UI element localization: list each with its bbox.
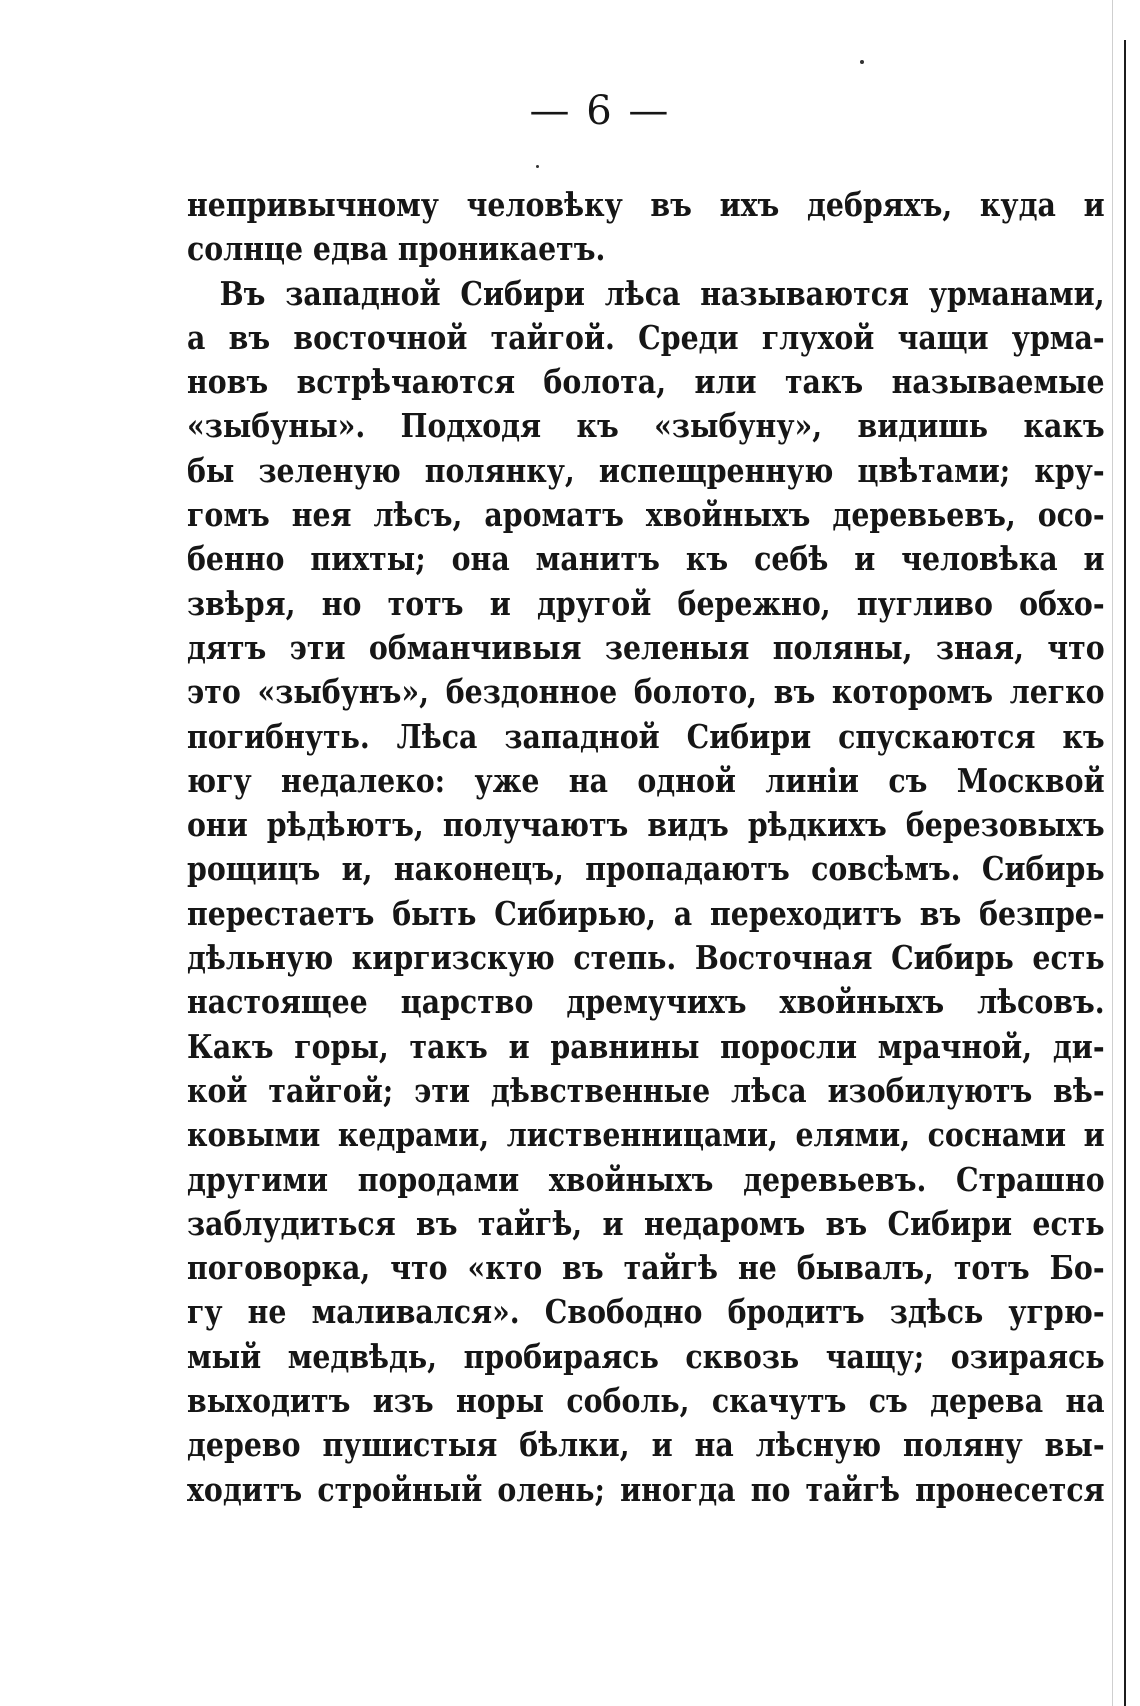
text-line: кой тайгой; эти дѣвственные лѣса изобилуютъ вѣ-	[187, 1070, 1105, 1110]
print-speck	[860, 60, 864, 64]
text-line: непривычному человѣку въ ихъ дебряхъ, куда и	[187, 185, 1105, 224]
page-number: — 6 —	[529, 88, 671, 134]
text-line: погибнуть. Лѣса западной Сибири спускаются къ	[187, 716, 1105, 756]
text-line: новъ встрѣчаются болота, или такъ называемые	[187, 362, 1105, 402]
text-line: гомъ нея лѣсъ, ароматъ хвойныхъ деревьевъ, осо-	[187, 495, 1105, 535]
print-speck	[536, 165, 539, 168]
text-line: дерево пушистыя бѣлки, и на лѣсную поляну вы-	[187, 1425, 1105, 1465]
text-line: гу не маливался». Свободно бродитъ здѣсь угрю-	[187, 1292, 1105, 1332]
text-line: рощицъ и, наконецъ, пропадаютъ совсѣмъ. Сибирь	[187, 849, 1105, 889]
text-line: Какъ горы, такъ и равнины поросли мрачной, ди-	[187, 1026, 1105, 1066]
page-edge-shadow	[1112, 0, 1113, 1706]
text-line: выходитъ изъ норы соболь, скачутъ съ дерева на	[187, 1381, 1105, 1421]
text-line: это «зыбунъ», бездонное болото, въ которомъ легко	[187, 672, 1105, 712]
text-line: бы зеленую полянку, испещренную цвѣтами; кру-	[187, 450, 1105, 490]
body-text	[187, 183, 1105, 1512]
text-line: «зыбуны». Подходя къ «зыбуну», видишь какъ	[187, 406, 1105, 446]
page-edge-rule	[1124, 40, 1126, 1706]
text-line: заблудиться въ тайгѣ, и недаромъ въ Сибири есть	[187, 1203, 1105, 1243]
text-line: дятъ эти обманчивыя зеленыя поляны, зная, что	[187, 627, 1105, 667]
text-line: солнце едва проникаетъ.	[187, 229, 606, 269]
text-line: звѣря, но тотъ и другой бережно, пугливо обхо-	[187, 583, 1105, 623]
text-line: югу недалеко: уже на одной линіи съ Москвой	[187, 760, 1105, 800]
text-line: ковыми кедрами, лиственницами, елями, соснами и	[187, 1115, 1105, 1155]
text-line: бенно пихты; она манитъ къ себѣ и человѣка и	[187, 539, 1105, 579]
text-line: перестаетъ быть Сибирью, а переходитъ въ безпре-	[187, 893, 1105, 933]
text-line: они рѣдѣютъ, получаютъ видъ рѣдкихъ березовыхъ	[187, 805, 1105, 845]
text-line: другими породами хвойныхъ деревьевъ. Страшно	[187, 1159, 1105, 1199]
text-line: а въ восточной тайгой. Среди глухой чащи урма-	[187, 317, 1105, 357]
text-line: настоящее царство дремучихъ хвойныхъ лѣсовъ.	[187, 982, 1105, 1022]
text-line: мый медвѣдь, пробираясь сквозь чащу; озираясь	[187, 1336, 1105, 1376]
text-line: Въ западной Сибири лѣса называются урманами,	[219, 273, 1105, 313]
text-line: поговорка, что «кто въ тайгѣ не бывалъ, тотъ Бо-	[187, 1248, 1105, 1288]
text-line: ходитъ стройный олень; иногда по тайгѣ пронесется	[187, 1469, 1105, 1509]
text-line: дѣльную киргизскую степь. Восточная Сибирь есть	[187, 938, 1105, 978]
